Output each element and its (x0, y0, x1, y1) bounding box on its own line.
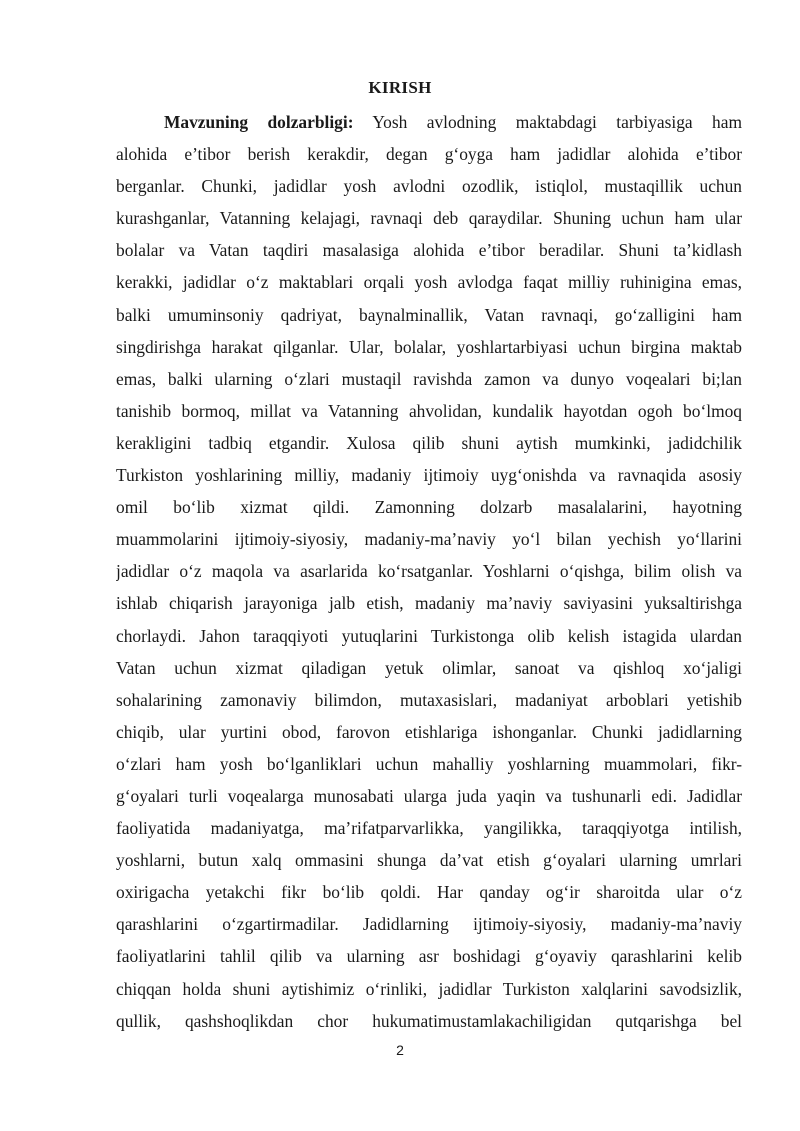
text-line: Turkiston yoshlarining milliy, madaniy ijtimoiy uyg‘onishda va ravnaqida asosiy (116, 465, 742, 486)
text-line: balki umuminsoniy qadriyat, baynalminallik, Vatan ravnaqi, go‘zalligini ham (116, 304, 742, 325)
text-line: ishlab chiqarish jarayoniga jalb etish, madaniy ma’naviy saviyasini yuksaltirishga (116, 593, 742, 614)
body-paragraph (116, 106, 742, 1037)
text-line: kerakligini tadbiq etgandir. Xulosa qilib shuni aytish mumkinki, jadidchilik (116, 432, 742, 453)
text-line: Vatan uchun xizmat qiladigan yetuk olimlar, sanoat va qishloq xo‘jaligi (116, 657, 742, 678)
text-line: sohalarining zamonaviy bilimdon, mutaxasislari, madaniyat arboblari yetishib (116, 689, 742, 710)
text-line: o‘zlari ham yosh bo‘lganliklari uchun mahalliy yoshlarning muammolari, fikr- (116, 753, 742, 774)
text-line: faoliyatida madaniyatga, ma’rifatparvarlikka, yangilikka, taraqqiyotga intilish, (116, 818, 742, 839)
text-line: omil bo‘lib xizmat qildi. Zamonning dolzarb masalalarini, hayotning (116, 497, 742, 518)
text-line: berganlar. Chunki, jadidlar yosh avlodni ozodlik, istiqlol, mustaqillik uchun (116, 176, 742, 197)
page-number: 2 (396, 1042, 404, 1058)
text-line: alohida e’tibor berish kerakdir, degan g‘oyga ham jadidlar alohida e’tibor (116, 144, 742, 165)
text-line: emas, balki ularning o‘zlari mustaqil ravishda zamon va dunyo voqealari bi;lan (116, 368, 742, 389)
text-line: tanishib bormoq, millat va Vatanning ahvolidan, kundalik hayotdan ogoh bo‘lmoq (116, 400, 742, 421)
text-line: chorlaydi. Jahon taraqqiyoti yutuqlarini Turkistonga olib kelish istagida ulardan (116, 625, 742, 646)
text-line: muammolarini ijtimoiy-siyosiy, madaniy-ma’naviy yo‘l bilan yechish yo‘llarini (116, 529, 742, 550)
text-line: chiqqan holda shuni aytishimiz o‘rinliki, jadidlar Turkiston xalqlarini savodsizlik, (116, 978, 742, 999)
text-line: bolalar va Vatan taqdiri masalasiga alohida e’tibor beradilar. Shuni ta’kidlash (116, 240, 742, 261)
text-line: g‘oyalari turli voqealarga munosabati ularga juda yaqin va tushunarli edi. Jadidlar (116, 785, 742, 806)
section-heading: KIRISH (368, 78, 432, 97)
text-line-content: Yosh avlodning maktabdagi tarbiyasiga ham (372, 112, 742, 132)
text-line: chiqib, ular yurtini obod, farovon etishlariga ishonganlar. Chunki jadidlarning (116, 721, 742, 742)
text-line (116, 106, 742, 138)
text-line: qarashlarini o‘zgartirmadilar. Jadidlarning ijtimoiy-siyosiy, madaniy-ma’naviy (116, 914, 742, 935)
text-line: faoliyatlarini tahlil qilib va ularning asr boshidagi g‘oyaviy qarashlarini kelib (116, 946, 742, 967)
lead-label: Mavzuning dolzarbligi: (164, 112, 354, 132)
text-line: singdirishga harakat qilganlar. Ular, bolalar, yoshlartarbiyasi uchun birgina maktab (116, 336, 742, 357)
text-line: yoshlarni, butun xalq ommasini shunga da’vat etish g‘oyalari ularning umrlari (116, 850, 742, 871)
text-line: jadidlar o‘z maqola va asarlarida ko‘rsatganlar. Yoshlarni o‘qishga, bilim olish va (116, 561, 742, 582)
text-line: oxirigacha yetakchi fikr bo‘lib qoldi. Har qanday og‘ir sharoitda ular o‘z (116, 882, 742, 903)
text-line: qullik, qashshoqlikdan chor hukumatimustamlakachiligidan qutqarishga bel (116, 1010, 742, 1031)
text-line: kerakki, jadidlar o‘z maktablari orqali yosh avlodga faqat milliy ruhinigina emas, (116, 272, 742, 293)
text-line: kurashganlar, Vatanning kelajagi, ravnaqi deb qaraydilar. Shuning uchun ham ular (116, 208, 742, 229)
